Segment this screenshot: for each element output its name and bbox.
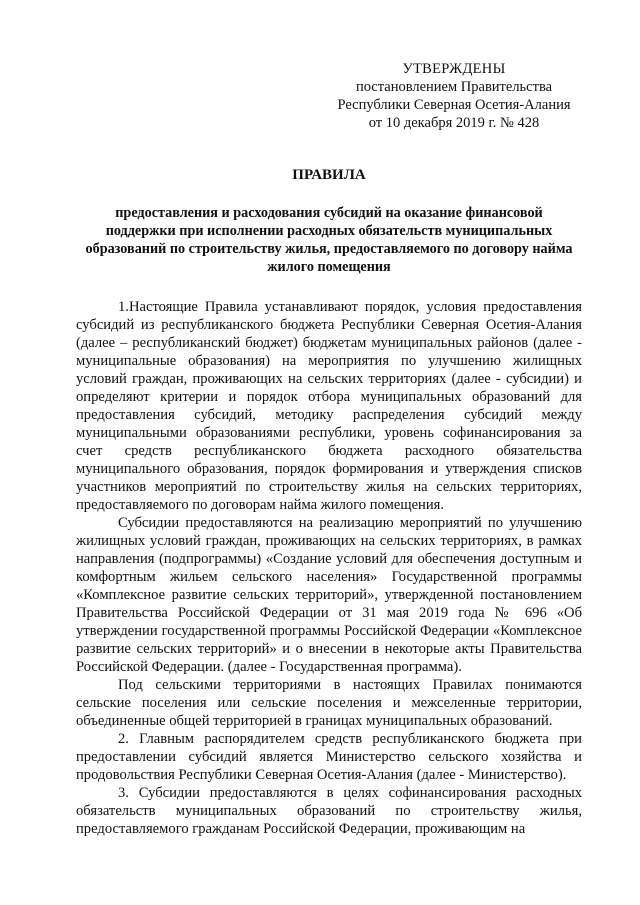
document-body — [76, 298, 582, 838]
paragraph-2: Субсидии предоставляются на реализацию мероприятий по улучшению жилищных условий граждан, проживающих на сельских территориях, в рамках направления (подпрограммы) «Создание условий для обеспечения доступным и комфортным жильем сельского населения» Государственной программы «Комплексное развитие сельских территорий», утвержденной постановлением Правительства Российской Федерации от 31 мая 2019 года № 696 «Об утверждении государственной программы Российской Федерации «Комплексное развитие сельских территорий» и о внесении в некоторые акты Правительства Российской Федерации. (далее - Государственная программа). — [76, 515, 582, 675]
approval-heading: УТВЕРЖДЕНЫ — [402, 61, 506, 77]
approval-line-3: от 10 декабря 2019 г. № 428 — [368, 115, 540, 131]
document-subtitle: предоставления и расходования субсидий на оказание финансовой поддержки при исполнении расходных обязательств муниципальных образований по строительству жилья, предоставляемого по договору найма жилого помещения — [85, 205, 573, 275]
approval-line-2: Республики Северная Осетия-Алания — [337, 97, 571, 113]
paragraph-3: Под сельскими территориями в настоящих Правилах понимаются сельские поселения или сельские поселения и межселенные территории, объединенные общей территорией в границах муниципальных образований. — [76, 677, 582, 729]
paragraph-5: 3. Субсидии предоставляются в целях софинансирования расходных обязательств муниципальных образований по строительству жилья, предоставляемого гражданам Российской Федерации, проживающим на — [76, 785, 582, 837]
paragraph-1: 1.Настоящие Правила устанавливают порядок, условия предоставления субсидий из республиканского бюджета Республики Северная Осетия-Алания (далее – республиканский бюджет) бюджетам муниципальных районов (далее - муниципальные образования) на мероприятия по улучшению жилищных условий граждан, проживающих на сельских территориях (далее - субсидии) и определяют критерии и порядок отбора муниципальных образований для предоставления субсидий, методику распределения субсидий между муниципальными образованиями республики, уровень софинансирования за счет средств республиканского бюджета расходного обязательства муниципального образования, порядок формирования и утверждения списков участников мероприятий по строительству жилья на сельских территориях, предоставляемого по договорам найма жилого помещения. — [76, 299, 582, 513]
approval-line-1: постановлением Правительства — [355, 79, 553, 95]
paragraph-4: 2. Главным распорядителем средств республиканского бюджета при предоставлении субсидий является Министерство сельского хозяйства и продовольствия Республики Северная Осетия-Алания (далее - Министерство). — [76, 731, 582, 783]
document-title: ПРАВИЛА — [292, 167, 366, 183]
approval-stamp — [324, 60, 584, 132]
